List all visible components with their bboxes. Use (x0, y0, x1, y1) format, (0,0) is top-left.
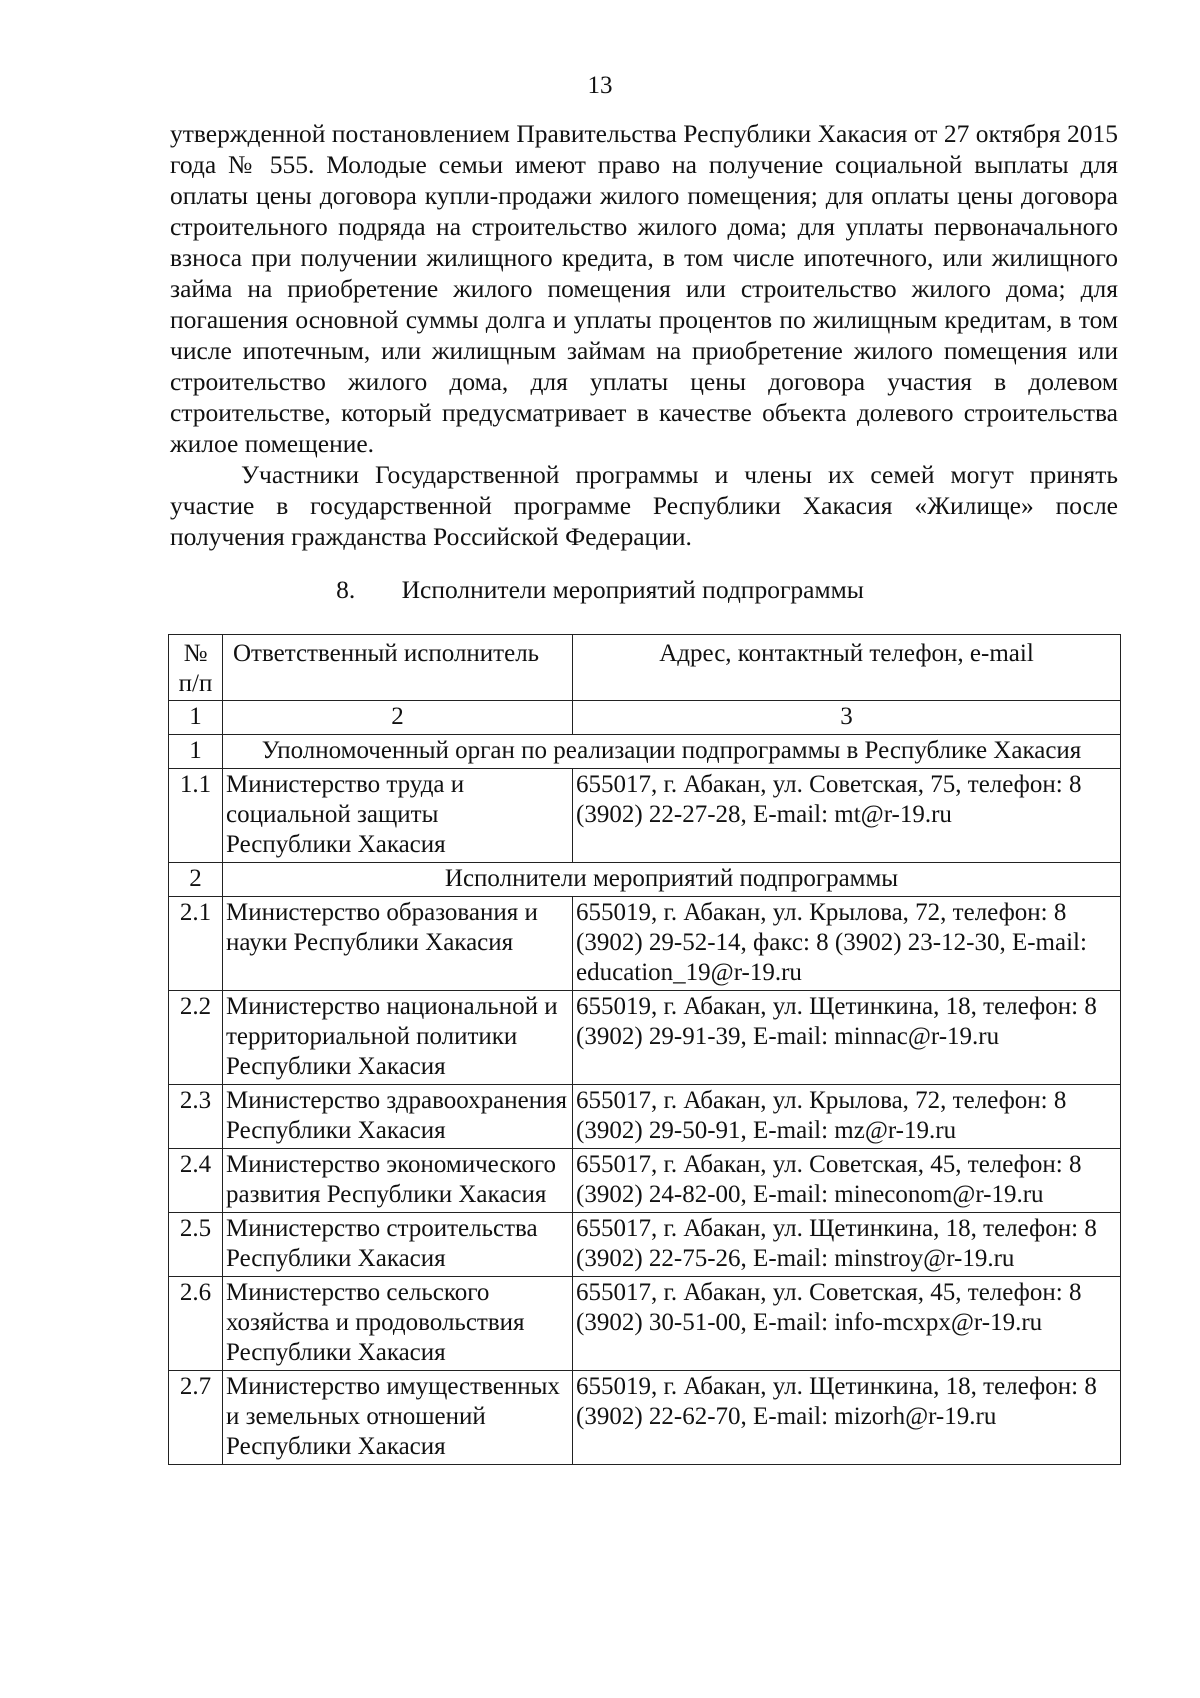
row-executor: Министерство образования и науки Республики Хакасия (223, 897, 573, 991)
group-row (169, 863, 1121, 897)
column-number-1: 1 (169, 701, 223, 735)
row-contact: 655017, г. Абакан, ул. Советская, 45, телефон: 8 (3902) 24-82-00, E-mail: mineconom@r-19.ru (573, 1149, 1121, 1213)
row-executor: Министерство экономического развития Республики Хакасия (223, 1149, 573, 1213)
row-num: 2.5 (169, 1213, 223, 1277)
row-num: 2.1 (169, 897, 223, 991)
row-contact: 655017, г. Абакан, ул. Крылова, 72, телефон: 8 (3902) 29-50-91, E-mail: mz@r-19.ru (573, 1085, 1121, 1149)
table-row (169, 1213, 1121, 1277)
group-row (169, 735, 1121, 769)
executors-table (168, 634, 1121, 1465)
section-title: Исполнители мероприятий подпрограммы (401, 575, 864, 604)
header-executor: Ответственный исполнитель (223, 635, 573, 701)
paragraph-1: утвержденной постановлением Правительства Республики Хакасия от 27 октября 2015 года № 555. Молодые семьи имеют право на получение социальной выплаты для оплаты цены договора купли-продажи жилого помещения; для оплаты цены договора строительного подряда на строительство жилого дома; для уплаты первоначального взноса при получении жилищного кредита, в том числе ипотечного, или жилищного займа на приобретение жилого помещения или строительство жилого дома; для погашения основной суммы долга и уплаты процентов по жилищным кредитам, в том числе ипотечным, или жилищным займам на приобретение жилого помещения или строительство жилого дома, для уплаты цены договора участия в долевом строительстве, который предусматривает в качестве объекта долевого строительства жилое помещение. (170, 119, 1118, 458)
page-number: 13 (587, 72, 613, 99)
paragraph-2: Участники Государственной программы и члены их семей могут принять участие в государственной программе Республики Хакасия «Жилище» после получения гражданства Российской Федерации. (170, 460, 1118, 551)
column-numbers-row (169, 701, 1121, 735)
table-row (169, 897, 1121, 991)
row-contact: 655017, г. Абакан, ул. Советская, 75, телефон: 8 (3902) 22-27-28, E-mail: mt@r-19.ru (573, 769, 1121, 863)
row-executor: Министерство национальной и территориальной политики Республики Хакасия (223, 991, 573, 1085)
row-contact: 655017, г. Абакан, ул. Щетинкина, 18, телефон: 8 (3902) 22-75-26, E-mail: minstroy@r-19.ru (573, 1213, 1121, 1277)
header-num: № п/п (169, 635, 223, 701)
table-row (169, 1085, 1121, 1149)
row-contact: 655017, г. Абакан, ул. Советская, 45, телефон: 8 (3902) 30-51-00, E-mail: info-mcxpx@r-19.ru (573, 1277, 1121, 1371)
row-num: 2.7 (169, 1371, 223, 1465)
table-row (169, 1371, 1121, 1465)
table-header-row (169, 635, 1121, 701)
table-row (169, 991, 1121, 1085)
group-num: 1 (169, 735, 223, 769)
row-executor: Министерство сельского хозяйства и продовольствия Республики Хакасия (223, 1277, 573, 1371)
column-number-2: 2 (223, 701, 573, 735)
section-number: 8. (336, 575, 356, 604)
group-num: 2 (169, 863, 223, 897)
row-executor: Министерство имущественных и земельных отношений Республики Хакасия (223, 1371, 573, 1465)
group-title: Уполномоченный орган по реализации подпрограммы в Республике Хакасия (223, 735, 1121, 769)
row-contact: 655019, г. Абакан, ул. Крылова, 72, телефон: 8 (3902) 29-52-14, факс: 8 (3902) 23-12-30, E-mail: education_19@r-19.ru (573, 897, 1121, 991)
row-executor: Министерство строительства Республики Хакасия (223, 1213, 573, 1277)
row-num: 2.2 (169, 991, 223, 1085)
row-contact: 655019, г. Абакан, ул. Щетинкина, 18, телефон: 8 (3902) 29-91-39, E-mail: minnac@r-19.ru (573, 991, 1121, 1085)
group-title: Исполнители мероприятий подпрограммы (223, 863, 1121, 897)
section-heading (0, 575, 1200, 605)
table-row (169, 769, 1121, 863)
table-row (169, 1149, 1121, 1213)
row-num: 2.4 (169, 1149, 223, 1213)
row-num: 2.3 (169, 1085, 223, 1149)
table-row (169, 1277, 1121, 1371)
row-executor: Министерство здравоохранения Республики Хакасия (223, 1085, 573, 1149)
column-number-3: 3 (573, 701, 1121, 735)
row-num: 2.6 (169, 1277, 223, 1371)
row-executor: Министерство труда и социальной защиты Республики Хакасия (223, 769, 573, 863)
row-num: 1.1 (169, 769, 223, 863)
row-contact: 655019, г. Абакан, ул. Щетинкина, 18, телефон: 8 (3902) 22-62-70, E-mail: mizorh@r-19.ru (573, 1371, 1121, 1465)
body-text (170, 118, 1118, 552)
header-contact: Адрес, контактный телефон, e-mail (573, 635, 1121, 701)
